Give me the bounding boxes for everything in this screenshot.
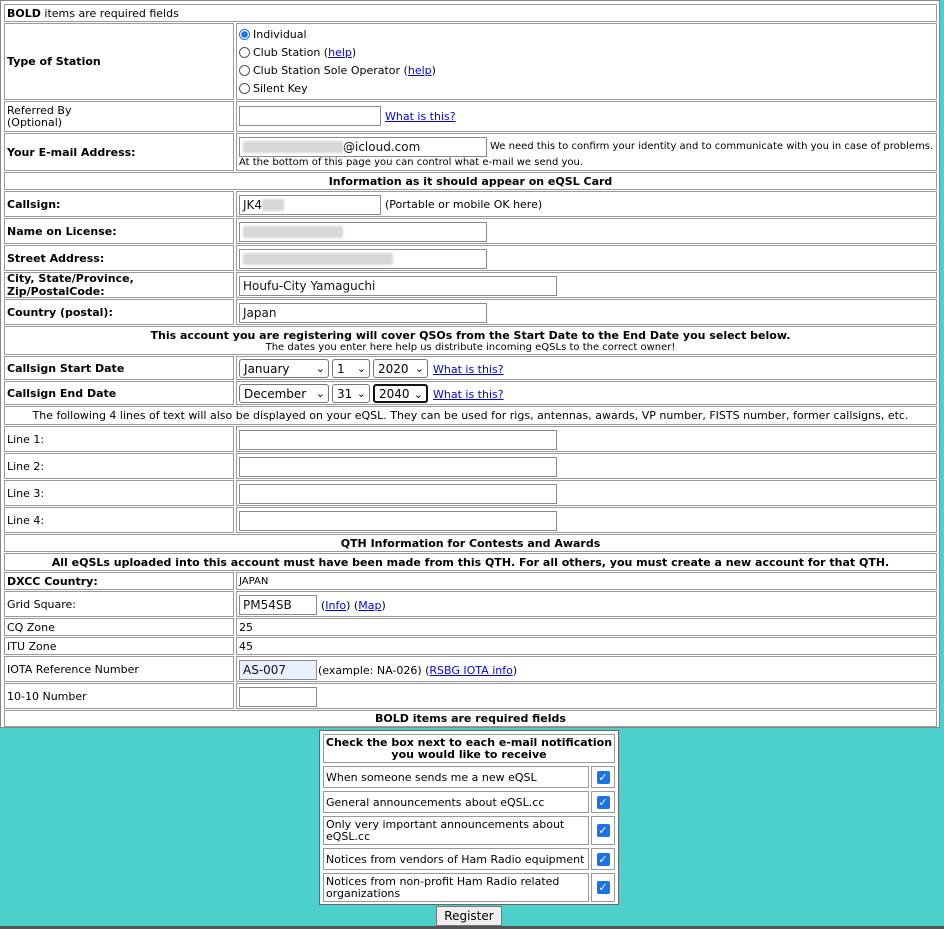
what-is-this-link[interactable]: What is this?	[433, 363, 504, 376]
country-row	[4, 299, 937, 325]
chevron-down-icon: ⌄	[356, 362, 366, 375]
checkbox-checked[interactable]: ✓	[598, 824, 608, 837]
lines-note: The following 4 lines of text will also be displayed on your eQSL. They can be used for rigs, antennas, awards, VP number, FISTS number, former callsigns, etc.	[4, 406, 937, 425]
itu-zone-label: ITU Zone	[4, 637, 234, 655]
dxcc-row	[4, 572, 937, 590]
iota-row: IOTA Reference Number AS-007 (example: NA-026) (RSBG IOTA info)	[4, 656, 937, 682]
name-label: Name on License:	[4, 218, 234, 244]
qth-warning-row	[4, 553, 937, 571]
date-section-sub: The dates you enter here help us distribute incoming eQSLs to the correct owner!	[265, 341, 676, 353]
help-link[interactable]: help	[407, 63, 432, 77]
checkbox-checked[interactable]: ✓	[598, 852, 608, 866]
card-section-row	[4, 172, 937, 190]
grid-label: Grid Square:	[4, 591, 234, 617]
required-note: BOLD items are required fields	[7, 6, 179, 20]
line-3-label: Line 3:	[4, 480, 234, 506]
street-label: Street Address:	[4, 245, 234, 271]
start-month-select[interactable]: January ⌄	[239, 359, 329, 378]
notification-item: Notices from vendors of Ham Radio equipment ✓	[323, 848, 615, 870]
chevron-down-icon: ⌄	[315, 387, 325, 400]
line-4-input[interactable]	[239, 511, 557, 531]
chevron-down-icon: ⌄	[414, 362, 424, 375]
street-input[interactable]	[239, 249, 487, 269]
line-1-label: Line 1:	[4, 426, 234, 452]
footer-required-row	[4, 710, 937, 727]
date-section-heading: This account you are registering will cover QSOs from the Start Date to the End Date you select below.	[150, 328, 791, 342]
radio-icon[interactable]	[239, 47, 250, 58]
footer-required-note: BOLD items are required fields	[4, 710, 937, 727]
radio-icon[interactable]	[239, 65, 250, 76]
checkbox-checked[interactable]: ✓	[598, 770, 608, 784]
itu-zone-row	[4, 637, 937, 655]
help-link[interactable]: help	[328, 45, 352, 59]
referred-optional: (Optional)	[7, 115, 63, 129]
grid-info-link[interactable]: Info	[325, 599, 347, 612]
name-input[interactable]	[239, 222, 487, 242]
email-input[interactable]: @icloud.com	[239, 137, 487, 157]
start-day-select[interactable]: 1 ⌄	[332, 359, 370, 378]
chevron-down-icon: ⌄	[413, 388, 423, 401]
radio-individual[interactable]: Individual	[239, 26, 307, 44]
email-row	[4, 133, 937, 171]
line-1-input[interactable]	[239, 430, 557, 450]
radio-icon[interactable]	[239, 83, 250, 94]
notification-item: When someone sends me a new eQSL ✓	[323, 766, 615, 788]
line-2-label: Line 2:	[4, 453, 234, 479]
email-note: We need this to confirm your identity and to communicate with you in case of problems.	[490, 141, 934, 152]
ten-ten-input[interactable]	[239, 687, 317, 707]
chevron-down-icon: ⌄	[315, 362, 325, 375]
start-year-select[interactable]: 2020 ⌄	[373, 359, 428, 378]
start-date-row	[4, 356, 937, 380]
email-note-2: At the bottom of this page you can control what e-mail we send you.	[239, 157, 584, 168]
referred-input[interactable]	[239, 106, 381, 126]
line-3-input[interactable]	[239, 484, 557, 504]
country-label: Country (postal):	[4, 299, 234, 325]
radio-silent-key[interactable]: Silent Key	[239, 80, 308, 98]
iota-info-link[interactable]: RSBG IOTA info	[429, 664, 513, 677]
radio-club-station[interactable]: Club Station (help)	[239, 44, 356, 62]
line-4-label: Line 4:	[4, 507, 234, 533]
notification-panel	[319, 730, 619, 905]
street-row	[4, 245, 937, 271]
notification-item: Only very important announcements about eQSL.cc ✓	[323, 816, 615, 845]
dxcc-label: DXCC Country:	[4, 572, 234, 590]
ten-ten-label: 10-10 Number	[4, 683, 234, 709]
card-section-heading: Information as it should appear on eQSL Card	[4, 172, 937, 190]
grid-row: Grid Square: PM54SB (Info) (Map)	[4, 591, 937, 617]
line-2-input[interactable]	[239, 457, 557, 477]
checkbox-checked[interactable]: ✓	[598, 795, 608, 809]
end-date-label: Callsign End Date	[4, 381, 234, 405]
line-row	[4, 480, 937, 506]
notification-heading: Check the box next to each e-mail notification you would like to receive	[323, 734, 615, 763]
required-note-row	[4, 4, 937, 22]
notification-item: Notices from non-profit Ham Radio related organizations ✓	[323, 873, 615, 902]
end-year-select[interactable]: 2040 ⌄	[373, 384, 428, 403]
end-month-select[interactable]: December ⌄	[239, 384, 329, 403]
city-label: City, State/Province, Zip/PostalCode:	[4, 272, 234, 298]
line-row	[4, 453, 937, 479]
checkbox-checked[interactable]: ✓	[598, 881, 608, 894]
referred-row	[4, 101, 937, 132]
lines-note-row	[4, 406, 937, 425]
notification-item: General announcements about eQSL.cc ✓	[323, 791, 615, 813]
qth-warning: All eQSLs uploaded into this account must have been made from this QTH. For all others, you must create a new account for that QTH.	[4, 553, 937, 571]
city-input[interactable]: Houfu-City Yamaguchi	[239, 276, 557, 296]
callsign-row	[4, 191, 937, 217]
referred-label: Referred By	[7, 103, 72, 117]
ten-ten-row	[4, 683, 937, 709]
chevron-down-icon: ⌄	[356, 387, 366, 400]
city-row	[4, 272, 937, 298]
callsign-input[interactable]: JK4	[239, 195, 381, 215]
cq-zone-label: CQ Zone	[4, 618, 234, 636]
line-row	[4, 507, 937, 533]
iota-input[interactable]: AS-007	[239, 660, 317, 680]
grid-input[interactable]: PM54SB	[239, 595, 317, 615]
qth-heading-row	[4, 534, 937, 552]
what-is-this-link[interactable]: What is this?	[385, 110, 456, 123]
iota-label: IOTA Reference Number	[4, 656, 234, 682]
radio-club-sole-operator[interactable]: Club Station Sole Operator (help)	[239, 62, 436, 80]
callsign-label: Callsign:	[4, 191, 234, 217]
cq-zone-row	[4, 618, 937, 636]
start-date-label: Callsign Start Date	[4, 356, 234, 380]
end-date-row	[4, 381, 937, 405]
qth-heading: QTH Information for Contests and Awards	[4, 534, 937, 552]
grid-map-link[interactable]: Map	[358, 599, 382, 612]
end-day-select[interactable]: 31 ⌄	[332, 384, 370, 403]
register-button[interactable]: Register	[436, 906, 502, 926]
iota-example: (example: NA-026)	[318, 664, 422, 677]
itu-zone-value: 45	[236, 637, 937, 655]
what-is-this-link[interactable]: What is this?	[433, 388, 504, 401]
station-type-row	[4, 23, 937, 100]
country-input[interactable]: Japan	[239, 303, 487, 323]
station-type-label: Type of Station	[4, 23, 234, 100]
date-section-row	[4, 326, 937, 355]
cq-zone-value: 25	[236, 618, 937, 636]
name-row	[4, 218, 937, 244]
radio-icon[interactable]	[239, 29, 250, 40]
callsign-note: (Portable or mobile OK here)	[385, 198, 543, 211]
dxcc-value: JAPAN	[236, 572, 937, 590]
email-label: Your E-mail Address:	[4, 133, 234, 171]
line-row	[4, 426, 937, 452]
